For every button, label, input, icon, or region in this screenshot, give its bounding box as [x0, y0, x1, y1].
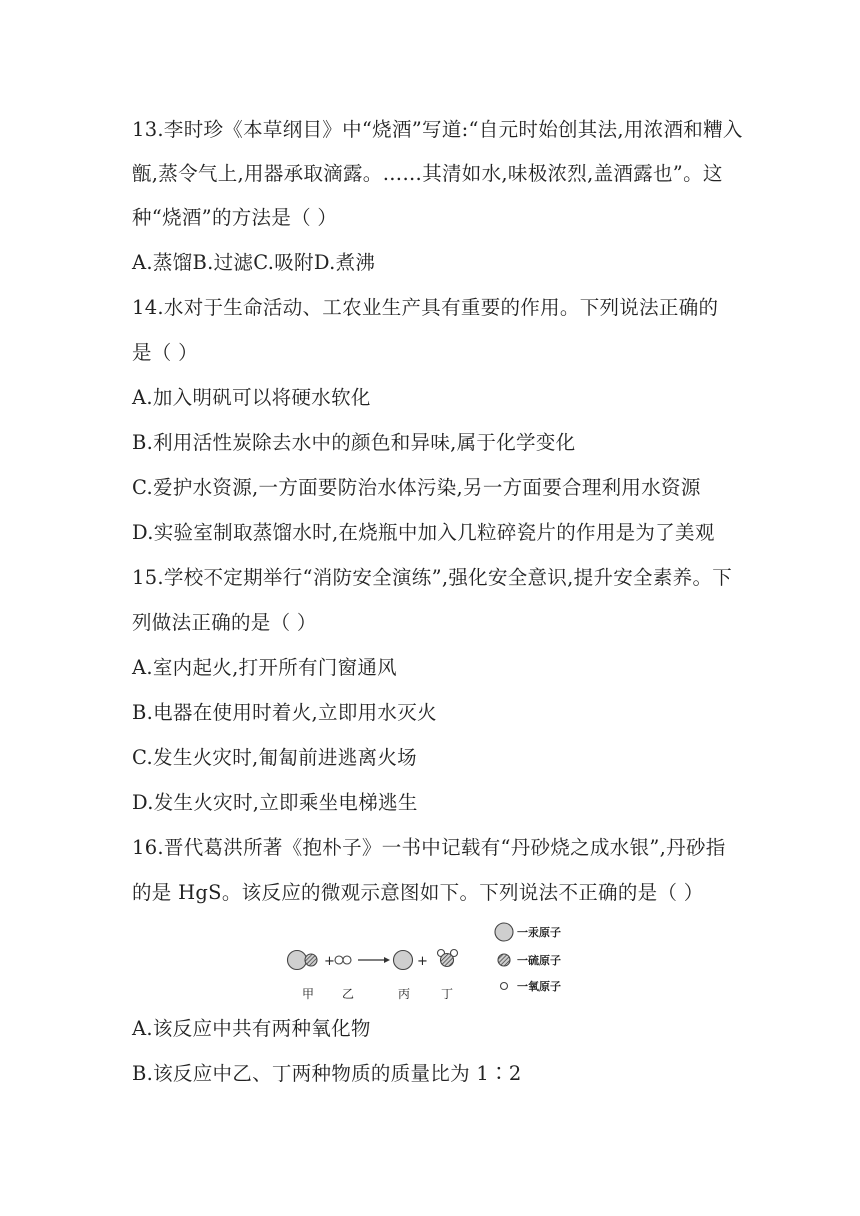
q13-stem-line2: 甑,蒸令气上,用器承取滴露。……其清如水,味极浓烈,盖酒露也”。这	[132, 162, 723, 185]
q15-stem-line2: 列做法正确的是（ ）	[132, 611, 317, 634]
reaction-micro-diagram	[280, 918, 580, 1008]
q14-option-c: C.爱护水资源,一方面要防治水体污染,另一方面要合理利用水资源	[132, 476, 701, 499]
legend-s-label: 一硫原子	[517, 954, 561, 967]
legend-o-label: 一氧原子	[517, 980, 561, 993]
q15-option-c: C.发生火灾时,匍匐前进逃离火场	[132, 746, 417, 769]
plus-sign-2: +	[417, 954, 428, 969]
q16-stem-line1: 16.晋代葛洪所著《抱朴子》一书中记载有“丹砂烧之成水银”,丹砂指	[132, 836, 726, 859]
q14-option-b: B.利用活性炭除去水中的颜色和异味,属于化学变化	[132, 431, 576, 454]
q13-stem-line1: 13.李时珍《本草纲目》中“烧酒”写道:“自元时始创其法,用浓酒和糟入	[132, 118, 743, 141]
label-ding: 丁	[441, 987, 454, 1001]
molecule-yi-o2	[335, 956, 351, 964]
plus-sign-1: +	[324, 954, 335, 969]
q14-stem-line1: 14.水对于生命活动、工农业生产具有重要的作用。下列说法正确的	[132, 296, 719, 319]
legend-o-swatch	[501, 983, 508, 990]
q14-option-d: D.实验室制取蒸馏水时,在烧瓶中加入几粒碎瓷片的作用是为了美观	[132, 521, 715, 544]
legend-hg-label: 一汞原子	[517, 926, 561, 939]
label-jia: 甲	[302, 987, 315, 1001]
q15-stem-line1: 15.学校不定期举行“消防安全演练”,强化安全意识,提升安全素养。下	[132, 566, 733, 589]
q16-stem-line2: 的是 HgS。该反应的微观示意图如下。下列说法不正确的是（ ）	[132, 881, 704, 904]
legend-s-swatch	[498, 954, 510, 966]
legend	[495, 923, 561, 993]
label-yi: 乙	[342, 987, 355, 1001]
q15-option-a: A.室内起火,打开所有门窗通风	[132, 656, 397, 679]
q13-options: A.蒸馏B.过滤C.吸附D.煮沸	[132, 251, 376, 274]
molecule-ding-so2	[438, 950, 458, 967]
legend-hg-swatch	[495, 923, 513, 941]
q13-stem-line3: 种“烧酒”的方法是（ ）	[132, 206, 338, 229]
label-bing: 丙	[398, 987, 411, 1001]
q14-option-a: A.加入明矾可以将硬水软化	[132, 386, 371, 409]
reaction-arrow	[358, 957, 390, 963]
molecule-jia-hgs	[288, 951, 318, 970]
q16-option-b: B.该反应中乙、丁两种物质的质量比为 1∶2	[132, 1062, 522, 1085]
q14-stem-line2: 是（ ）	[132, 341, 198, 364]
q16-option-a: A.该反应中共有两种氧化物	[132, 1017, 371, 1040]
molecule-bing-hg	[394, 951, 413, 970]
q15-option-d: D.发生火灾时,立即乘坐电梯逃生	[132, 791, 418, 814]
q15-option-b: B.电器在使用时着火,立即用水灭火	[132, 701, 437, 724]
